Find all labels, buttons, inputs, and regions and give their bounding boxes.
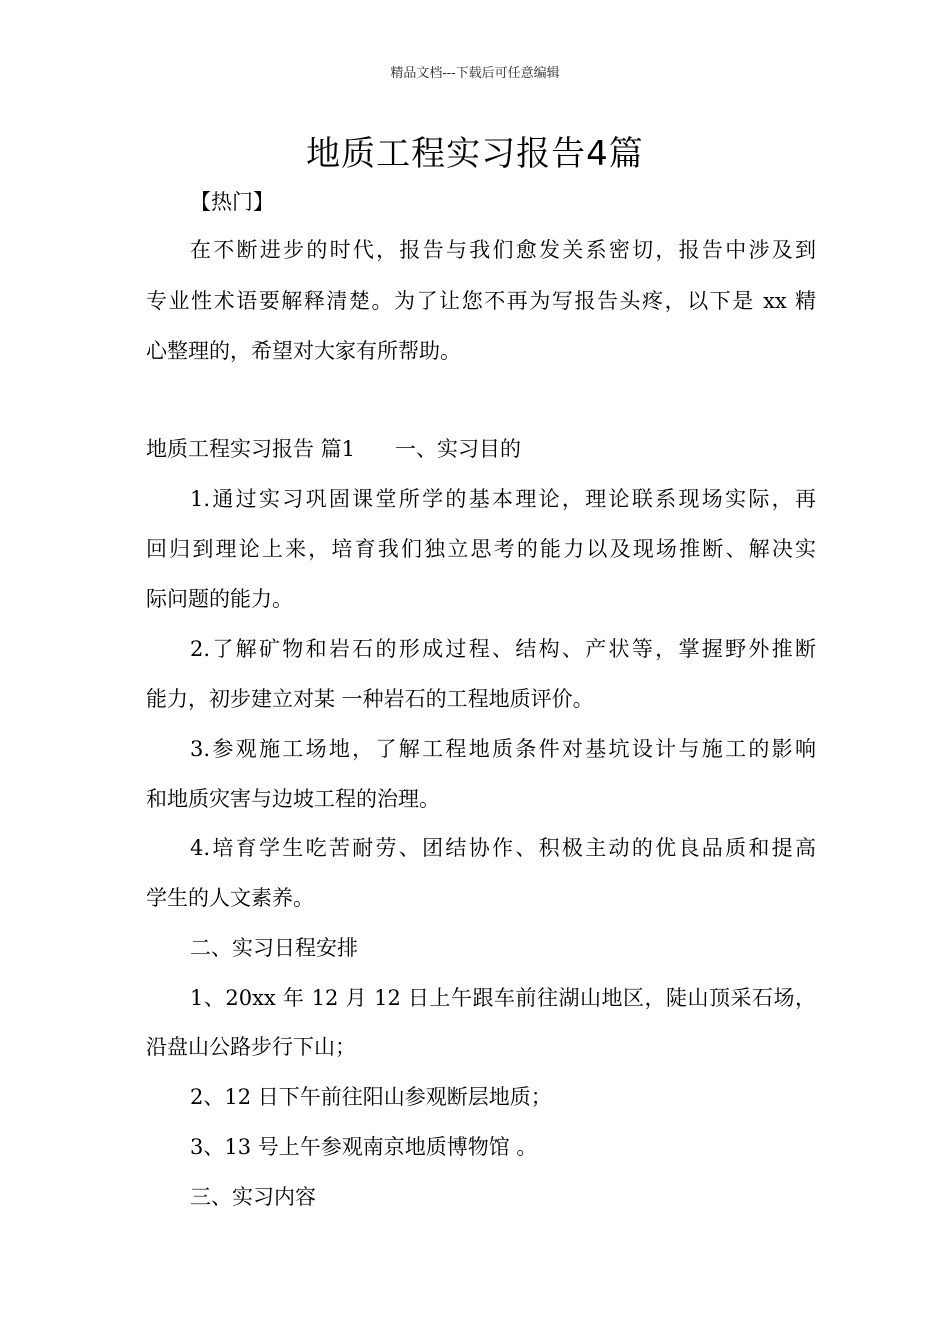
schedule-heading: 二、实习日程安排	[190, 936, 358, 960]
purpose-line-6: 3.参观施工场地，了解工程地质条件对基坑设计与施工的影响	[190, 737, 816, 761]
purpose-line-2: 回归到理论上来，培育我们独立思考的能力以及现场推断、解决实	[146, 537, 816, 561]
document-title: 地质工程实习报告4篇	[306, 134, 644, 174]
purpose-line-7: 和地质灾害与边坡工程的治理。	[146, 787, 440, 811]
purpose-line-5: 能力，初步建立对某 一种岩石的工程地质评价。	[146, 687, 594, 711]
purpose-line-4: 2.了解矿物和岩石的形成过程、结构、产状等，掌握野外推断	[190, 637, 816, 661]
hot-tag: 【热门】	[190, 190, 274, 214]
purpose-line-1: 1.通过实习巩固课堂所学的基本理论，理论联系现场实际，再	[190, 487, 816, 511]
running-header: 精品文档---下载后可任意编辑	[390, 66, 560, 81]
schedule-line-4: 3、13 号上午参观南京地质博物馆 。	[190, 1135, 538, 1159]
intro-line-3: 心整理的，希望对大家有所帮助。	[146, 339, 461, 363]
intro-line-1: 在不断进步的时代，报告与我们愈发关系密切，报告中涉及到	[190, 238, 816, 262]
purpose-line-3: 际问题的能力。	[146, 587, 293, 611]
schedule-line-1: 1、20xx 年 12 月 12 日上午跟车前往湖山地区，陡山顶采石场，	[190, 986, 816, 1010]
section-subheading: 一、实习目的	[395, 437, 522, 461]
schedule-line-2: 沿盘山公路步行下山；	[146, 1035, 356, 1059]
schedule-line-3: 2、12 日下午前往阳山参观断层地质；	[190, 1085, 552, 1109]
section-heading: 地质工程实习报告 篇1	[146, 437, 356, 461]
purpose-line-8: 4.培育学生吃苦耐劳、团结协作、积极主动的优良品质和提高	[190, 836, 816, 860]
intro-line-2: 专业性术语要解释清楚。为了让您不再为写报告头疼，以下是 xx 精	[146, 289, 816, 313]
section-heading-row	[146, 433, 816, 465]
content-heading: 三、实习内容	[190, 1185, 316, 1209]
purpose-line-9: 学生的人文素养。	[146, 886, 314, 910]
